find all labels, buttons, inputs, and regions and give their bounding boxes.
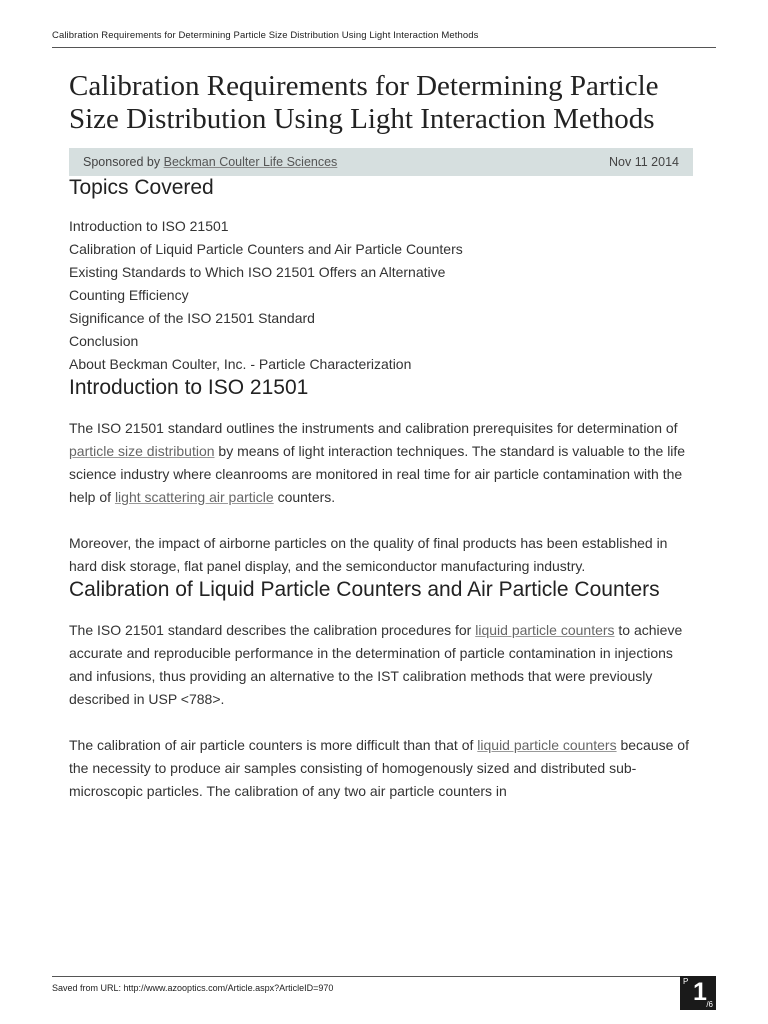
- liquid-particle-counters-link-2[interactable]: liquid particle counters: [477, 737, 617, 753]
- calib-p1-text-1: The ISO 21501 standard describes the calibration procedures for: [69, 622, 476, 638]
- sponsor-bar: [69, 148, 693, 176]
- topic-item: Existing Standards to Which ISO 21501 Offers an Alternative: [69, 264, 446, 280]
- intro-heading: Introduction to ISO 21501: [69, 376, 309, 399]
- topic-item: Calibration of Liquid Particle Counters and Air Particle Counters: [69, 241, 463, 257]
- sponsor-prefix: Sponsored by: [83, 155, 164, 169]
- calib-p2-text-1: The calibration of air particle counters is more difficult than that of: [69, 737, 478, 753]
- intro-paragraph-1: [69, 417, 693, 509]
- topic-item: Conclusion: [69, 333, 139, 349]
- calibration-heading: Calibration of Liquid Particle Counters and Air Particle Counters: [69, 578, 660, 601]
- intro-p1-text-3: counters.: [273, 489, 336, 505]
- topics-heading: Topics Covered: [69, 176, 214, 199]
- page-total: /6: [706, 1000, 713, 1009]
- liquid-particle-counters-link[interactable]: liquid particle counters: [475, 622, 615, 638]
- topic-item: Introduction to ISO 21501: [69, 218, 229, 234]
- light-scattering-air-particle-link[interactable]: light scattering air particle: [114, 489, 274, 505]
- topics-list: [69, 215, 693, 376]
- page-number-badge: [680, 976, 716, 1010]
- saved-from-url: Saved from URL: http://www.azooptics.com/Article.aspx?ArticleID=970: [52, 983, 334, 993]
- header-divider: [52, 47, 716, 48]
- sponsor-link[interactable]: Beckman Coulter Life Sciences: [163, 155, 338, 169]
- sponsor-line: [83, 155, 337, 169]
- topic-item: About Beckman Coulter, Inc. - Particle Characterization: [69, 356, 412, 372]
- page-letter: P: [683, 977, 689, 986]
- intro-p1-text-1: The ISO 21501 standard outlines the instruments and calibration prerequisites for determination of: [69, 420, 678, 436]
- intro-paragraph-2: Moreover, the impact of airborne particles on the quality of final products has been established in hard disk storage, flat panel display, and the semiconductor manufacturing industry.: [69, 535, 668, 574]
- calib-p1-text-2: to achieve accurate and reproducible performance in the determination of particle contamination in injections and infusions, thus providing an alternative to the IST calibration methods that were previously described in USP <788>.: [69, 622, 683, 707]
- calibration-paragraph-2: [69, 734, 693, 803]
- topic-item: Significance of the ISO 21501 Standard: [69, 310, 315, 326]
- particle-size-distribution-link[interactable]: particle size distribution: [69, 443, 215, 459]
- topic-item: Counting Efficiency: [69, 287, 189, 303]
- intro-p1-text-2: by means of light interaction techniques. The standard is valuable to the life science industry where cleanrooms are monitored in real time for air particle contamination with the help of: [69, 443, 686, 505]
- article-content: [69, 70, 693, 803]
- article-date: Nov 11 2014: [609, 155, 679, 169]
- footer-divider: [52, 976, 716, 977]
- calib-p2-text-2: because of the necessity to produce air samples consisting of homogenously sized and distributed sub-microscopic particles. The calibration of any two air particle counters in: [69, 737, 689, 799]
- running-header: Calibration Requirements for Determining Particle Size Distribution Using Light Interaction Methods: [52, 30, 479, 41]
- article-title: Calibration Requirements for Determining Particle Size Distribution Using Light Interaction Methods: [69, 70, 659, 135]
- calibration-paragraph-1: [69, 619, 693, 711]
- page-number: 1: [693, 978, 707, 1006]
